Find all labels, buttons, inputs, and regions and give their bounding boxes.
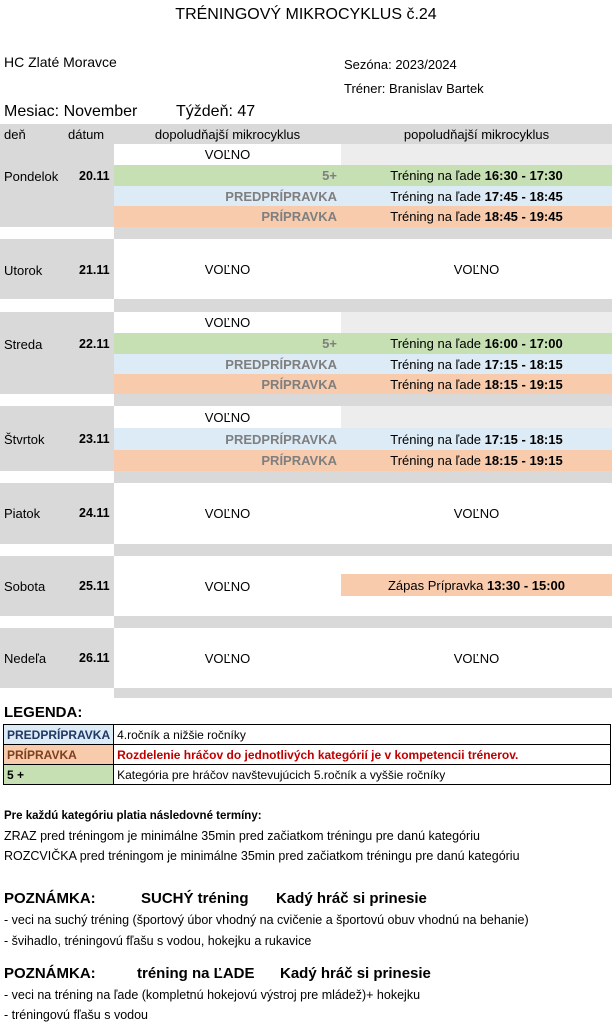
session <box>341 333 612 354</box>
morning-free: VOĽNO <box>204 578 251 594</box>
legend-table <box>3 724 611 785</box>
day-block-wednesday <box>0 312 114 394</box>
morning-free: VOĽNO <box>204 147 251 162</box>
day-date: 20.11 <box>79 169 110 183</box>
note-type: SUCHÝ tréning <box>141 890 249 907</box>
morning-free: VOĽNO <box>204 261 251 277</box>
category-pripravka: PRÍPRAVKA <box>114 450 341 471</box>
day-date: 23.11 <box>79 432 110 446</box>
note-bring: Kadý hráč si prinesie <box>280 965 431 982</box>
header-morning: dopoludňajší mikrocyklus <box>154 127 301 142</box>
session-time: 18:15 - 19:15 <box>484 453 563 468</box>
session <box>341 186 612 206</box>
session-label: Tréning na ľade <box>390 209 482 224</box>
separator <box>114 471 612 483</box>
category-five-plus: 5+ <box>114 165 341 186</box>
separator <box>114 299 612 312</box>
day-block-monday <box>0 144 114 227</box>
header-afternoon: popoludňajší mikrocyklus <box>403 127 550 142</box>
separator <box>114 544 612 556</box>
session-time: 16:00 - 17:00 <box>484 336 563 351</box>
note-label: POZNÁMKA: <box>4 890 96 907</box>
match <box>341 574 612 596</box>
terms-heading: Pre každú kategóriu platia následovné termíny: <box>4 810 262 822</box>
empty-cell <box>341 406 612 428</box>
session <box>341 428 612 450</box>
header-date: dátum <box>68 127 105 142</box>
legend-row <box>4 765 611 785</box>
day-name: Nedeľa <box>4 651 47 666</box>
season: Sezóna: 2023/2024 <box>344 57 457 72</box>
morning-free: VOĽNO <box>204 506 251 521</box>
legend-text: Kategória pre hráčov navštevujúcich 5.ročník a vyššie ročníky <box>114 765 611 785</box>
category-pripravka: PRÍPRAVKA <box>114 206 341 227</box>
session-label: Tréning na ľade <box>390 431 482 447</box>
coach: Tréner: Branislav Bartek <box>344 81 484 96</box>
session-label: Tréning na ľade <box>390 336 482 351</box>
category-pripravka: PRÍPRAVKA <box>114 374 341 394</box>
page-title: TRÉNINGOVÝ MIKROCYKLUS č.24 <box>175 6 437 23</box>
morning-free: VOĽNO <box>204 315 251 330</box>
terms-line: ROZCVIČKA pred tréningom je minimálne 35min pred začiatkom tréningu pre danú kategóriu <box>4 849 520 863</box>
note-bring: Kadý hráč si prinesie <box>276 890 427 907</box>
day-date: 24.11 <box>79 506 110 520</box>
note-item: - veci na tréning na ľade (kompletnú hokejovú výstroj pre mládež)+ hokejku <box>4 988 421 1002</box>
day-name: Utorok <box>4 263 43 278</box>
category-five-plus: 5+ <box>114 333 341 354</box>
legend-key-five-plus: 5 + <box>4 765 114 785</box>
match-time: 13:30 - 15:00 <box>486 577 566 593</box>
afternoon-free: VOĽNO <box>453 650 500 666</box>
separator <box>114 688 612 698</box>
note-item: - veci na suchý tréning (športový úbor vhodný na cvičenie a športovú obuv vhodnú na behanie) <box>4 913 529 927</box>
legend-key-predpripravka: PREDPRÍPRAVKA <box>4 725 114 745</box>
legend-text: Rozdelenie hráčov do jednotlivých kategórií je v kompetencii trénerov. <box>114 745 611 765</box>
session-label: Tréning na ľade <box>390 453 482 468</box>
session <box>341 165 612 186</box>
legend-row <box>4 745 611 765</box>
session <box>341 206 612 227</box>
session-time: 18:15 - 19:15 <box>484 376 563 392</box>
session-time: 17:15 - 18:15 <box>484 356 563 372</box>
session-time: 17:15 - 18:15 <box>484 431 563 447</box>
legend-row <box>4 725 611 745</box>
day-date: 22.11 <box>79 337 110 351</box>
separator <box>114 394 612 406</box>
day-name: Piatok <box>4 506 41 521</box>
session-time: 16:30 - 17:30 <box>484 168 563 183</box>
separator <box>114 227 612 239</box>
session-label: Tréning na ľade <box>390 356 482 372</box>
note-label: POZNÁMKA: <box>4 965 96 982</box>
note-item: - švihadlo, tréningovú fľašu s vodou, hokejku a rukavice <box>4 934 312 948</box>
match-label: Zápas Prípravka <box>387 577 484 593</box>
legend-heading: LEGENDA: <box>4 704 83 721</box>
afternoon-free: VOĽNO <box>453 506 500 521</box>
day-name: Sobota <box>4 579 46 594</box>
legend-text: 4.ročník a nižšie ročníky <box>114 725 611 745</box>
session-time: 18:45 - 19:45 <box>484 209 563 224</box>
empty-cell <box>341 144 612 165</box>
day-name: Štvrtok <box>4 432 45 447</box>
day-date: 25.11 <box>79 579 110 593</box>
session-label: Tréning na ľade <box>390 168 482 183</box>
club-name: HC Zlaté Moravce <box>4 54 117 70</box>
terms-line: ZRAZ pred tréningom je minimálne 35min pred začiatkom tréningu pre danú kategóriu <box>4 829 480 843</box>
session-time: 17:45 - 18:45 <box>484 188 563 204</box>
category-predpripravka: PREDPRÍPRAVKA <box>114 186 341 206</box>
category-predpripravka: PREDPRÍPRAVKA <box>114 428 341 450</box>
day-name: Streda <box>4 337 43 352</box>
empty-cell <box>341 312 612 333</box>
session <box>341 374 612 394</box>
legend-key-pripravka: PRÍPRAVKA <box>4 745 114 765</box>
session-label: Tréning na ľade <box>390 376 482 392</box>
session <box>341 354 612 374</box>
note-item: - tréningovú fľašu s vodou <box>4 1008 149 1022</box>
month: Mesiac: November <box>4 103 138 120</box>
session-label: Tréning na ľade <box>390 188 482 204</box>
day-name: Pondelok <box>4 169 59 184</box>
session <box>341 450 612 471</box>
header-day: deň <box>4 127 26 142</box>
morning-free: VOĽNO <box>204 650 251 666</box>
morning-free: VOĽNO <box>204 409 251 425</box>
category-predpripravka: PREDPRÍPRAVKA <box>114 354 341 374</box>
afternoon-free: VOĽNO <box>453 261 500 277</box>
note-type: tréning na ĽADE <box>137 965 255 982</box>
week: Týždeň: 47 <box>176 103 256 120</box>
day-date: 26.11 <box>79 651 110 665</box>
separator <box>114 616 612 628</box>
day-date: 21.11 <box>79 263 110 277</box>
